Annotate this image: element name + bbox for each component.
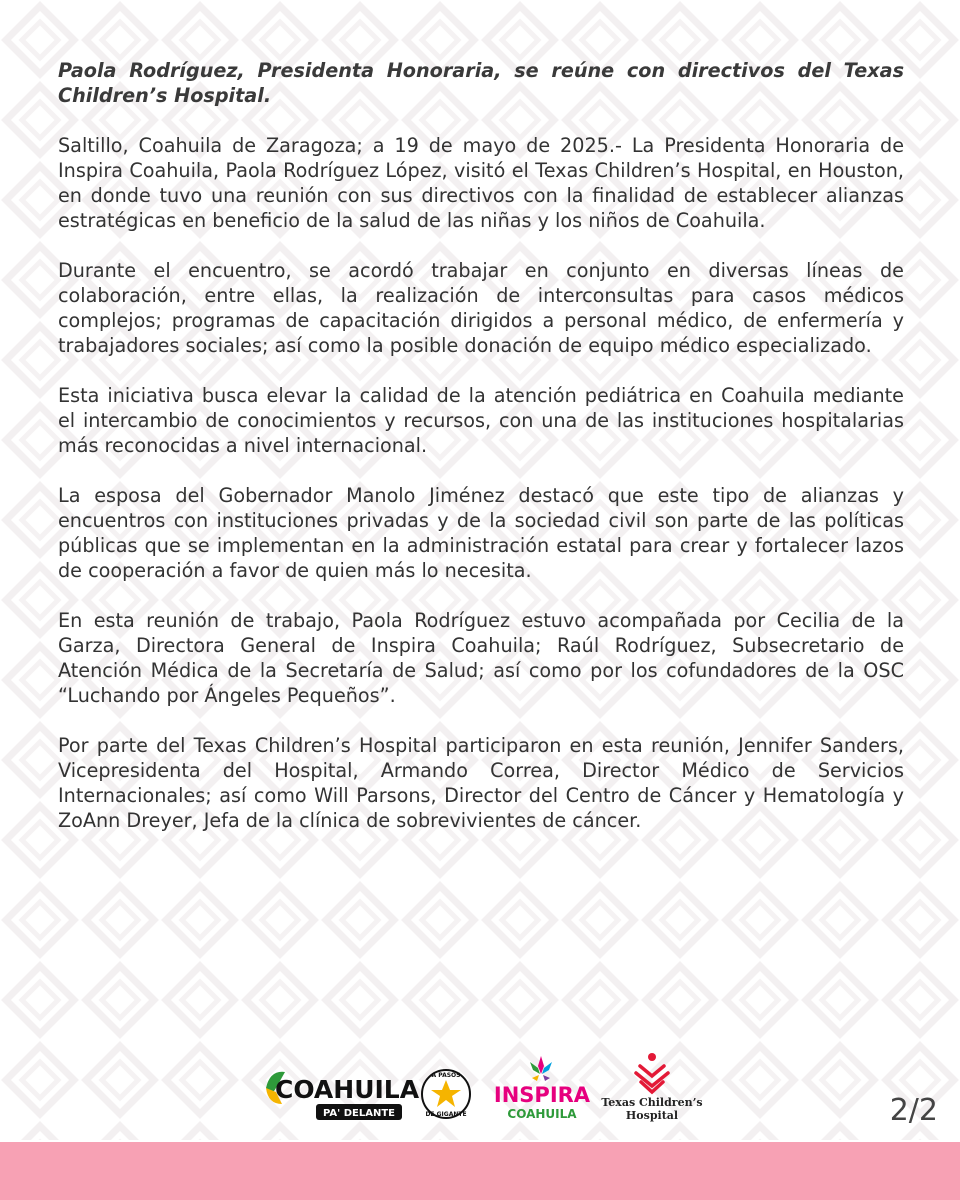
- texas-logo-line1: Texas Children’s: [601, 1096, 703, 1109]
- pasos-text-top: A PASOS: [431, 1072, 461, 1079]
- bottom-color-band: [0, 1142, 960, 1200]
- pasos-text-bottom: DE GIGANTE: [425, 1111, 467, 1118]
- document-title: Paola Rodríguez, Presidenta Honoraria, se reúne con directivos del Texas Children’s Hospital.: [58, 59, 904, 107]
- texas-logo-line2: Hospital: [625, 1109, 679, 1122]
- page-number: 2/2: [889, 1093, 938, 1128]
- paragraph: Durante el encuentro, se acordó trabajar en conjunto en diversas líneas de colaboración, entre ellas, la realización de interconsultas para casos médicos complejos; programas de capacitación dirigidos a personal médico, de enfermería y trabajadores sociales; así como la posible donación de equipo médico especializado.: [58, 259, 904, 357]
- logos-row: [0, 1048, 960, 1128]
- inspira-logo-text: INSPIRA: [493, 1083, 591, 1107]
- paragraph: Saltillo, Coahuila de Zaragoza; a 19 de mayo de 2025.- La Presidenta Honoraria de Inspira Coahuila, Paola Rodríguez López, visitó el Texas Children’s Hospital, en Houston, en donde tuvo una reunión con sus directivos con la finalidad de establecer alianzas estratégicas en beneficio de la salud de las niñas y los niños de Coahuila.: [58, 134, 904, 232]
- paragraph: Por parte del Texas Children’s Hospital participaron en esta reunión, Jennifer Sanders, Vicepresidenta del Hospital, Armando Correa, Director Médico de Servicios Internacionales; así como Will Parsons, Director del Centro de Cáncer y Hematología y ZoAnn Dreyer, Jefa de la clínica de sobrevivientes de cáncer.: [58, 734, 904, 832]
- texas-childrens-logo: [601, 1053, 702, 1122]
- coahuila-logo: [266, 1072, 420, 1120]
- inspira-logo-subtext: COAHUILA: [507, 1107, 577, 1121]
- inspira-coahuila-logo: [494, 1056, 591, 1121]
- coahuila-tagline: PA' DELANTE: [323, 1108, 395, 1119]
- inspira-star-icon: [530, 1056, 552, 1081]
- pasos-de-gigante-logo: [422, 1070, 470, 1118]
- coahuila-logo-text: COAHUILA: [275, 1075, 420, 1104]
- heart-icon: [636, 1053, 668, 1092]
- document-body: [58, 58, 904, 858]
- paragraph: Esta iniciativa busca elevar la calidad de la atención pediátrica en Coahuila mediante el intercambio de conocimientos y recursos, con una de las instituciones hospitalarias más reconocidas a nivel internacional.: [58, 384, 904, 457]
- paragraph: La esposa del Gobernador Manolo Jiménez destacó que este tipo de alianzas y encuentros con instituciones privadas y de la sociedad civil son parte de las políticas públicas que se implementan en la administración estatal para crear y fortalecer lazos de cooperación a favor de quien más lo necesita.: [58, 484, 904, 582]
- paragraph: En esta reunión de trabajo, Paola Rodríguez estuvo acompañada por Cecilia de la Garza, Directora General de Inspira Coahuila; Raúl Rodríguez, Subsecretario de Atención Médica de la Secretaría de Salud; así como por los cofundadores de la OSC “Luchando por Ángeles Pequeños”.: [58, 609, 904, 707]
